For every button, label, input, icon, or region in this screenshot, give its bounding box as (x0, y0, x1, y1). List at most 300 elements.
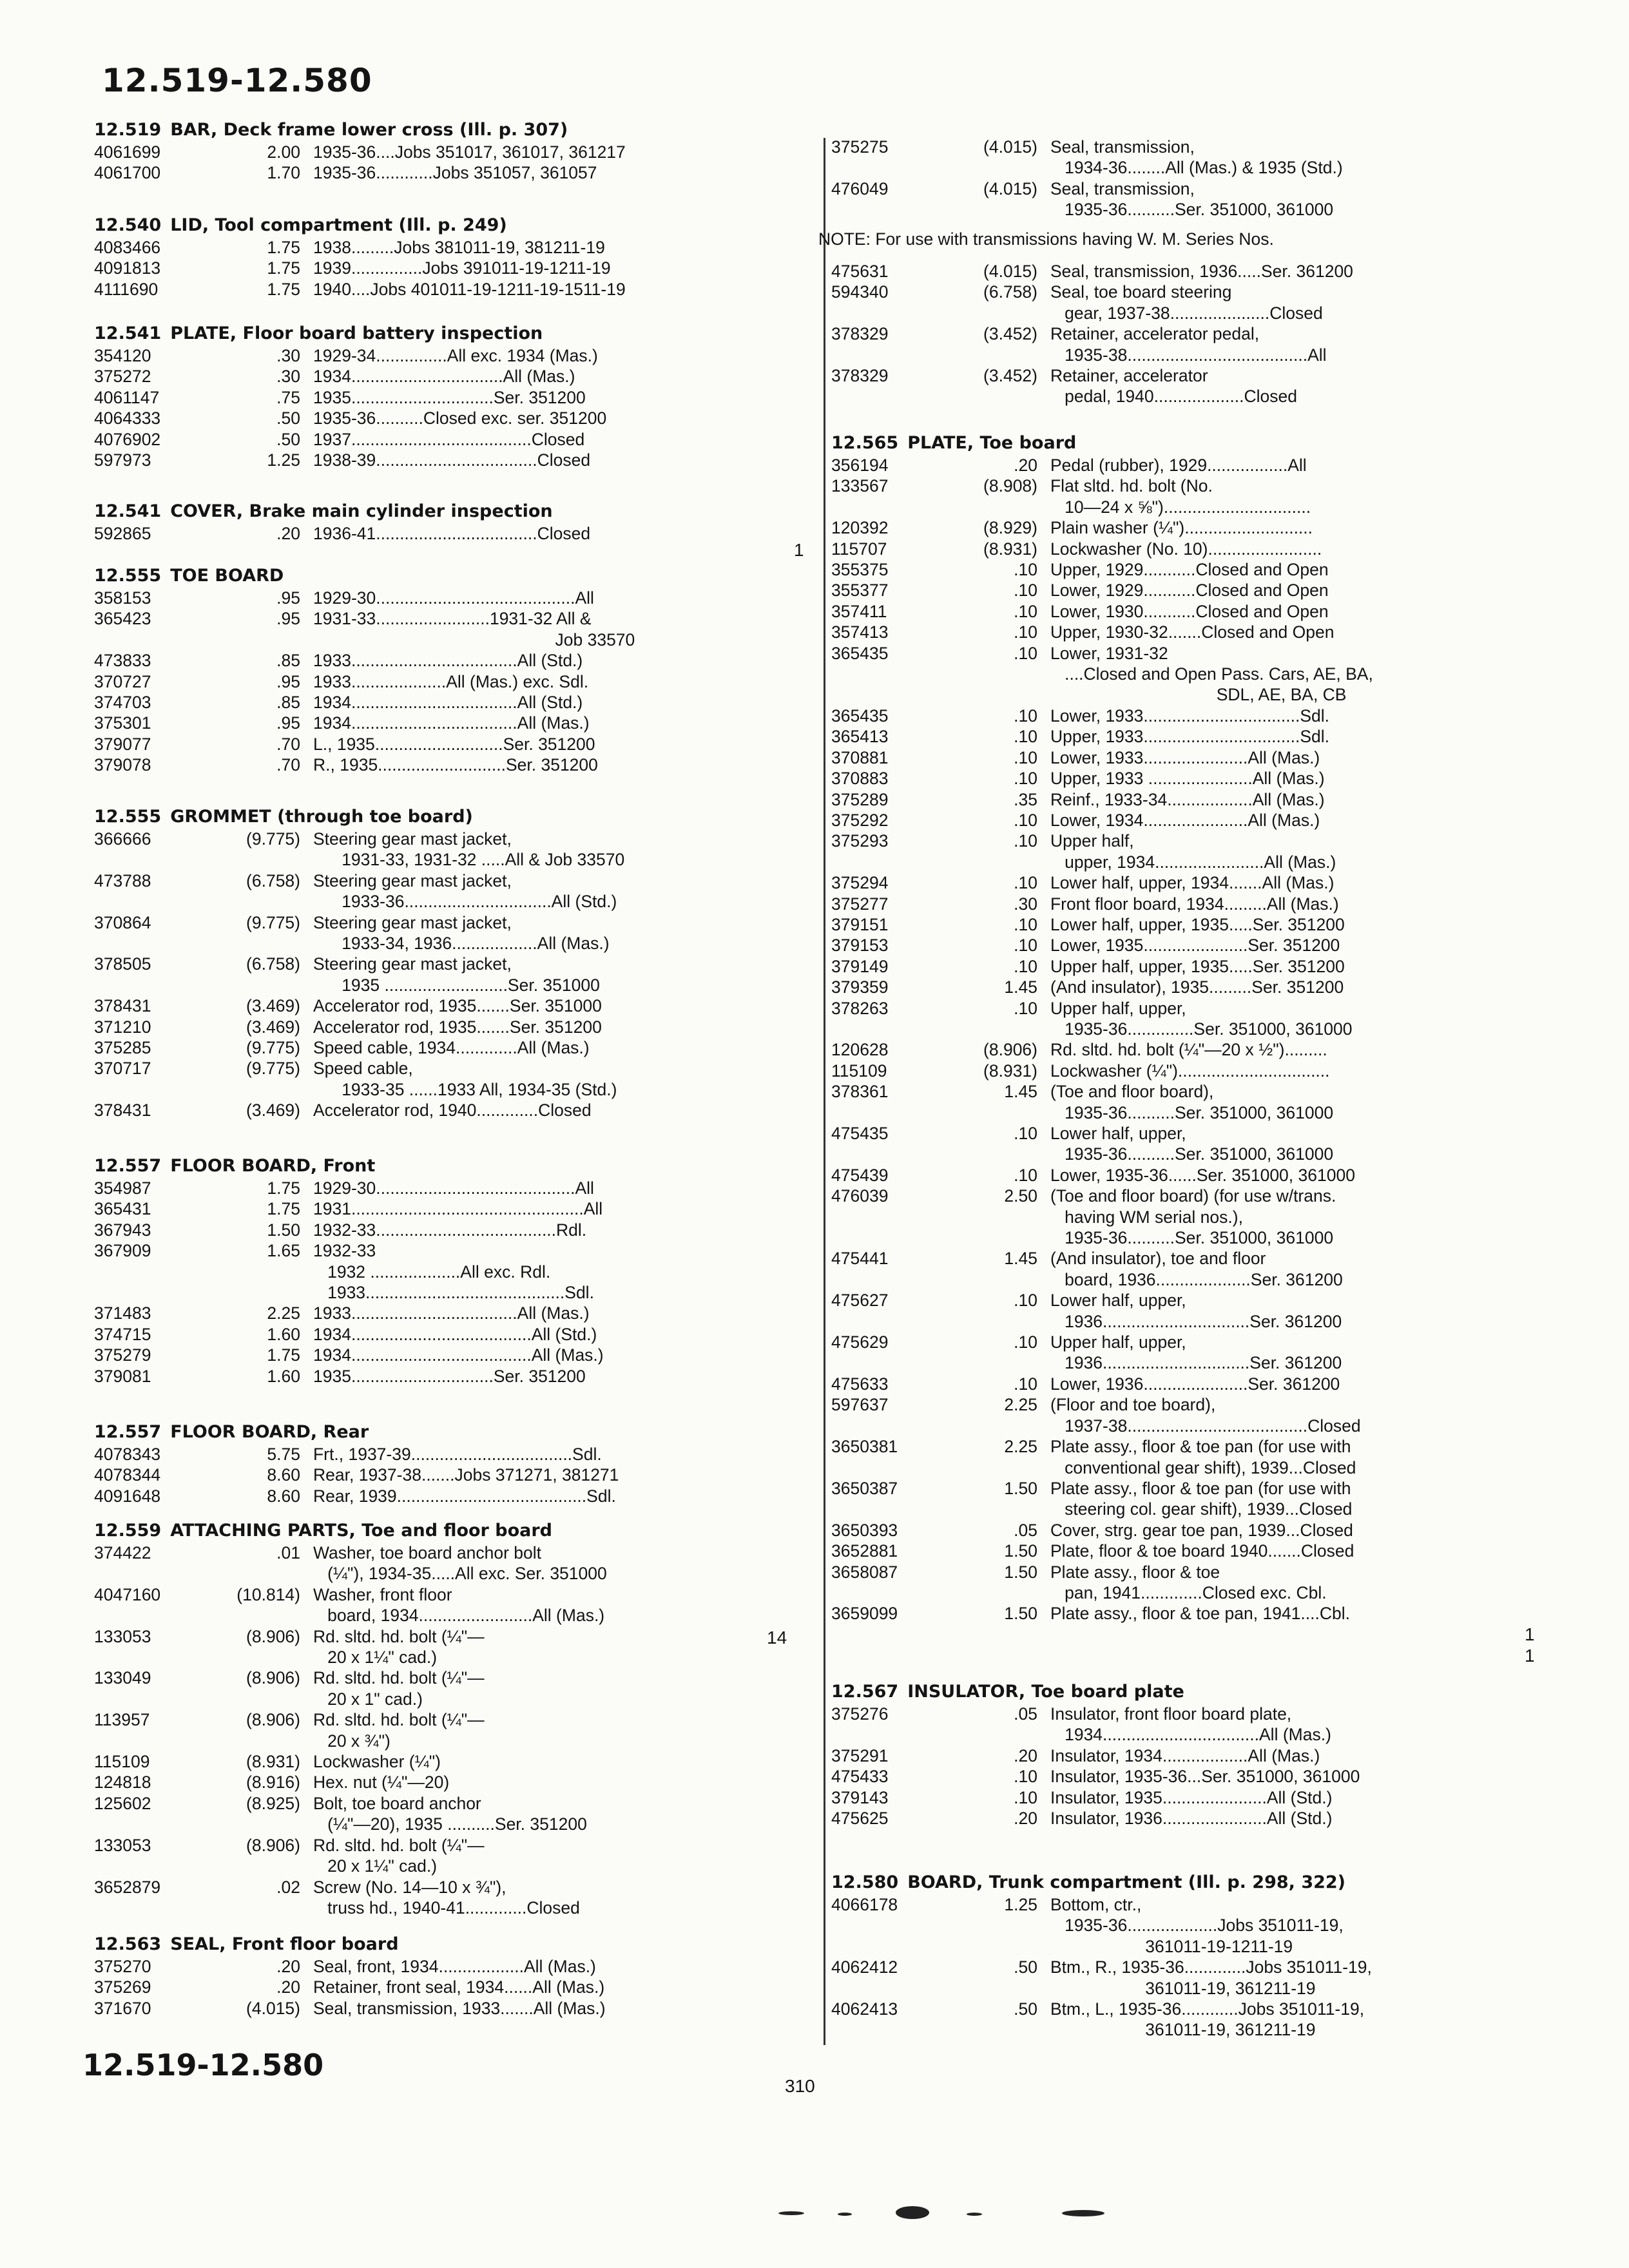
price: 2.00 (267, 142, 300, 162)
description: Retainer, accelerator pedal, 1935-38......................................All (1050, 324, 1327, 365)
section-title (94, 1933, 745, 1956)
description: Upper half, upper, 1935-36..............Ser. 351000, 361000 (1050, 998, 1353, 1039)
parts-row (831, 580, 1482, 601)
description: L., 1935...........................Ser. 351200 (313, 734, 595, 754)
price: .10 (1014, 1124, 1037, 1143)
parts-row (94, 366, 745, 387)
description: 1931-33........................1931-32 All & Job 33570 (313, 609, 635, 649)
price: .10 (1014, 1787, 1037, 1807)
section-number: 12.555 (94, 807, 162, 827)
price: 1.75 (267, 258, 300, 278)
price: 1.50 (1004, 1604, 1037, 1624)
description: (Floor and toe board), 1937-38......................................Closed (1050, 1395, 1361, 1436)
price: 2.25 (1004, 1437, 1037, 1457)
description: 1934......................................All (Std.) (313, 1324, 597, 1344)
description: Accelerator rod, 1935.......Ser. 351000 (313, 996, 602, 1016)
description: Plate assy., floor & toe pan (for use with steering col. gear shift), 1939...Closed (1050, 1478, 1353, 1519)
section-title (94, 500, 745, 523)
parts-row (831, 1290, 1482, 1332)
description: 1934...................................All (Mas.) (313, 713, 590, 733)
part-number: 3652879 (94, 1877, 161, 1897)
part-number: 133049 (94, 1668, 151, 1688)
price: .10 (1014, 914, 1037, 934)
description: Rd. sltd. hd. bolt (¼"— 20 x 1¼" cad.) (313, 1626, 485, 1667)
description: Steering gear mast jacket, 1935 ..........................Ser. 351000 (313, 954, 600, 995)
description: Upper half, upper, 1935.....Ser. 351200 (1050, 956, 1345, 976)
price: 5.75 (267, 1445, 300, 1464)
section-title (94, 1155, 745, 1178)
section-title (94, 1421, 745, 1444)
part-number: 475433 (831, 1767, 889, 1787)
parts-row (94, 279, 745, 300)
section-title (94, 119, 745, 142)
part-number: 365435 (831, 706, 889, 726)
price: 1.60 (267, 1324, 300, 1344)
parts-row (94, 1178, 745, 1198)
price: (6.758) (983, 282, 1037, 302)
parts-row (831, 1394, 1482, 1436)
price: .10 (1014, 622, 1037, 642)
description: Bottom, ctr., 1935-36...................Jobs 351011-19, 361011-19-1211-19 (1050, 1895, 1344, 1956)
parts-row (831, 622, 1482, 642)
section-title (94, 214, 745, 237)
parts-row (831, 1520, 1482, 1541)
part-number: 113957 (94, 1710, 150, 1730)
part-number: 366666 (94, 829, 151, 849)
section-heading: FLOOR BOARD, Front (170, 1156, 376, 1176)
parts-row (831, 1787, 1482, 1808)
catalog-section (94, 1155, 745, 1387)
parts-row (831, 539, 1482, 559)
price: (8.906) (246, 1835, 300, 1855)
part-number: 357413 (831, 622, 889, 642)
part-number: 597637 (831, 1395, 889, 1415)
description: Seal, transmission, 1934-36........All (Mas.) & 1935 (Std.) (1050, 137, 1343, 178)
part-number: 379078 (94, 755, 151, 775)
description: Lower half, upper, 1936...............................Ser. 361200 (1050, 1291, 1342, 1331)
part-number: 3658087 (831, 1562, 898, 1582)
parts-row (94, 387, 745, 408)
part-number: 4061700 (94, 163, 161, 183)
price: (8.906) (246, 1626, 300, 1646)
parts-row (831, 894, 1482, 914)
parts-row (831, 1603, 1482, 1624)
description: Rd. sltd. hd. bolt (¼"— 20 x 1" cad.) (313, 1668, 485, 1709)
price: .30 (276, 346, 300, 365)
price: .75 (276, 387, 300, 407)
price: (8.931) (983, 539, 1037, 559)
price: 1.50 (1004, 1541, 1037, 1561)
parts-row (831, 1562, 1482, 1604)
description: Retainer, front seal, 1934......All (Mas.) (313, 1977, 605, 1997)
price: .50 (1014, 1999, 1037, 2019)
description: Upper, 1930-32.......Closed and Open (1050, 622, 1335, 642)
part-number: 125602 (94, 1793, 151, 1813)
price: 2.25 (1004, 1395, 1037, 1415)
description: Insulator, front floor board plate, 1934.................................All (Mas.) (1050, 1704, 1331, 1745)
part-number: 379143 (831, 1787, 889, 1807)
description: Lower half, upper, 1935.....Ser. 351200 (1050, 914, 1345, 934)
description: Rear, 1939........................................Sdl. (313, 1486, 616, 1506)
part-number: 4078344 (94, 1465, 161, 1485)
parts-row (94, 1998, 745, 2019)
parts-row (94, 912, 745, 954)
price: (3.469) (246, 1017, 300, 1037)
parts-row (94, 1444, 745, 1465)
parts-row (831, 1081, 1482, 1123)
description: Steering gear mast jacket, 1933-36...............................All (Std.) (313, 870, 617, 912)
price: 2.50 (1004, 1186, 1037, 1206)
description: 1933...................................All (Std.) (313, 651, 583, 671)
price: .70 (276, 755, 300, 775)
parts-row (831, 178, 1482, 220)
parts-row (94, 408, 745, 428)
price: (8.931) (246, 1752, 300, 1772)
part-number: 475439 (831, 1165, 889, 1185)
part-number: 375276 (831, 1704, 889, 1724)
price: .30 (276, 367, 300, 387)
description: Lower, 1936......................Ser. 361200 (1050, 1374, 1340, 1394)
description: 1938-39..................................Closed (313, 450, 591, 470)
description: Btm., R., 1935-36.............Jobs 351011-19, 361011-19, 361211-19 (1050, 1957, 1372, 1998)
description: Rd. sltd. hd. bolt (¼"— 20 x ¾") (313, 1710, 485, 1751)
price: .10 (1014, 643, 1037, 663)
part-number: 475435 (831, 1124, 889, 1143)
description: Rear, 1937-38.......Jobs 371271, 381271 (313, 1465, 619, 1485)
price: .10 (1014, 810, 1037, 830)
parts-row (831, 1123, 1482, 1165)
catalog-section (94, 1519, 745, 1918)
parts-row (94, 258, 745, 278)
part-number: 375289 (831, 789, 889, 809)
section-number: 12.519 (94, 120, 162, 140)
section-title (94, 1519, 745, 1542)
part-number: 133053 (94, 1626, 151, 1646)
description: Bolt, toe board anchor (¼"—20), 1935 ..........Ser. 351200 (313, 1793, 587, 1834)
section-number: 12.541 (94, 501, 162, 521)
description: Lower half, upper, 1935-36..........Ser. 351000, 361000 (1050, 1124, 1334, 1164)
catalog-section (94, 214, 745, 300)
parts-row (831, 1478, 1482, 1520)
price: .05 (1014, 1704, 1037, 1724)
parts-row (831, 323, 1482, 365)
parts-row (831, 643, 1482, 706)
parts-row (831, 1894, 1482, 1957)
part-number: 4066178 (831, 1895, 898, 1914)
price: .10 (1014, 956, 1037, 976)
price: (8.906) (246, 1710, 300, 1730)
continued-rows (831, 261, 1482, 407)
part-number: 4083466 (94, 238, 161, 257)
catalog-section (94, 564, 745, 776)
parts-row (831, 261, 1482, 282)
margin-mark: 14 (767, 1628, 787, 1648)
price: 1.75 (267, 279, 300, 299)
margin-mark: 1 (1525, 1646, 1535, 1666)
parts-row (94, 345, 745, 366)
price: (8.916) (246, 1773, 300, 1792)
description: Flat sltd. hd. bolt (No. 10—24 x ⅝")............................... (1050, 476, 1311, 517)
part-number: 378263 (831, 998, 889, 1018)
description: Lockwasher (¼") (313, 1752, 441, 1772)
parts-row (94, 1037, 745, 1058)
parts-row (831, 476, 1482, 517)
price: .10 (1014, 727, 1037, 747)
page-header: 12.519-12.580 (102, 62, 372, 99)
part-number: 3650381 (831, 1437, 898, 1457)
parts-row (94, 429, 745, 450)
price: (8.906) (246, 1668, 300, 1688)
price: .10 (1014, 1374, 1037, 1394)
catalog-section (94, 1421, 745, 1506)
part-number: 4062413 (831, 1999, 898, 2019)
parts-row (831, 789, 1482, 810)
description: Cover, strg. gear toe pan, 1939...Closed (1050, 1520, 1353, 1540)
note-text: NOTE: For use with transmissions having W. M. Series Nos. (818, 229, 1274, 249)
parts-row (831, 706, 1482, 726)
parts-row (94, 995, 745, 1016)
price: .10 (1014, 998, 1037, 1018)
part-number: 4064333 (94, 408, 161, 428)
section-title (831, 1680, 1482, 1704)
parts-row (94, 829, 745, 870)
parts-row (831, 1186, 1482, 1248)
price: .10 (1014, 601, 1037, 621)
part-number: 375285 (94, 1038, 151, 1058)
catalog-section (94, 119, 745, 184)
section-heading: ATTACHING PARTS, Toe and floor board (170, 1521, 553, 1541)
parts-row (831, 601, 1482, 622)
parts-row (94, 1584, 745, 1626)
price: 1.45 (1004, 1082, 1037, 1102)
description: Insulator, 1935......................All (Std.) (1050, 1787, 1333, 1807)
description: Plate assy., floor & toe pan, 1941.............Closed exc. Cbl. (1050, 1562, 1327, 1602)
part-number: 371483 (94, 1303, 151, 1323)
description: Lockwasher (No. 10)........................ (1050, 539, 1322, 559)
part-number: 367909 (94, 1241, 151, 1261)
part-number: 354120 (94, 346, 151, 365)
parts-row (94, 692, 745, 713)
part-number: 133567 (831, 476, 889, 496)
section-heading: FLOOR BOARD, Rear (170, 1422, 369, 1442)
price: 1.75 (267, 1178, 300, 1198)
catalog-section (94, 805, 745, 1121)
price: .10 (1014, 706, 1037, 726)
price: .95 (276, 671, 300, 691)
part-number: 370717 (94, 1059, 151, 1079)
price: 1.45 (1004, 1249, 1037, 1269)
parts-row (831, 726, 1482, 747)
price: .05 (1014, 1520, 1037, 1540)
price: (9.775) (246, 912, 300, 932)
section-title (94, 805, 745, 829)
price: 2.25 (267, 1303, 300, 1323)
price: (8.931) (983, 1061, 1037, 1081)
description: (And insulator), 1935.........Ser. 351200 (1050, 977, 1344, 997)
price: .95 (276, 588, 300, 608)
parts-row (831, 872, 1482, 893)
price: .95 (276, 609, 300, 629)
part-number: 375270 (94, 1957, 151, 1976)
parts-row (94, 1345, 745, 1365)
margin-mark: 1 (1525, 1624, 1535, 1644)
description: Plain washer (¼")........................... (1050, 518, 1313, 538)
section-number: 12.567 (831, 1682, 899, 1702)
description: Seal, transmission, 1936.....Ser. 361200 (1050, 262, 1353, 281)
parts-row (831, 1248, 1482, 1290)
catalog-section (831, 432, 1482, 1624)
parts-row (94, 1793, 745, 1835)
price: (4.015) (246, 1998, 300, 2018)
parts-row (94, 142, 745, 162)
price: .10 (1014, 1165, 1037, 1185)
part-number: 379359 (831, 977, 889, 997)
section-title (831, 432, 1482, 455)
part-number: 374703 (94, 693, 151, 713)
section-heading: GROMMET (through toe board) (170, 807, 473, 827)
section-heading: BAR, Deck frame lower cross (Ill. p. 307) (170, 120, 568, 140)
section-heading: INSULATOR, Toe board plate (907, 1682, 1184, 1702)
price: (3.469) (246, 996, 300, 1016)
price: 1.50 (267, 1220, 300, 1240)
description: 1934...................................All (Std.) (313, 693, 583, 713)
parts-row (831, 1808, 1482, 1829)
description: Reinf., 1933-34..................All (Mas.) (1050, 789, 1325, 809)
part-number: 365435 (831, 643, 889, 663)
scan-smudge (778, 2211, 804, 2215)
part-number: 4076902 (94, 429, 161, 449)
price: (4.015) (983, 178, 1037, 198)
parts-row (94, 713, 745, 733)
description: (Toe and floor board) (for use w/trans. having WM serial nos.), 1935-36..........Ser. 351000, 361000 (1050, 1186, 1336, 1248)
parts-row (831, 1745, 1482, 1766)
parts-row (831, 559, 1482, 580)
parts-row (94, 237, 745, 258)
part-number: 3650387 (831, 1478, 898, 1498)
section-title (94, 564, 745, 588)
parts-row (831, 517, 1482, 538)
parts-row (94, 162, 745, 183)
parts-row (94, 754, 745, 775)
part-number: 4062412 (831, 1957, 898, 1977)
parts-row (831, 455, 1482, 476)
price: 1.75 (267, 1199, 300, 1219)
part-number: 3652881 (831, 1541, 898, 1561)
description: Frt., 1937-39..................................Sdl. (313, 1445, 602, 1464)
part-number: 378431 (94, 996, 151, 1016)
parts-row (831, 282, 1482, 323)
description: 1937......................................Closed (313, 429, 585, 449)
description: 1936-41..................................Closed (313, 524, 591, 543)
price: 1.45 (1004, 977, 1037, 997)
parts-row (831, 1039, 1482, 1060)
parts-row (831, 935, 1482, 956)
part-number: 354987 (94, 1178, 151, 1198)
description: Steering gear mast jacket, 1933-34, 1936..................All (Mas.) (313, 912, 610, 954)
description: 1929-30..........................................All (313, 1178, 594, 1198)
description: Btm., L., 1935-36............Jobs 351011-19, 361011-19, 361211-19 (1050, 1999, 1365, 2040)
part-number: 3659099 (831, 1604, 898, 1624)
part-number: 475629 (831, 1332, 889, 1352)
description: 1934................................All (Mas.) (313, 367, 575, 387)
continued-rows (831, 137, 1482, 220)
description: Insulator, 1934..................All (Mas.) (1050, 1745, 1320, 1765)
part-number: 4091813 (94, 258, 161, 278)
parts-row (94, 1751, 745, 1772)
price: (9.775) (246, 1038, 300, 1058)
price: .85 (276, 651, 300, 671)
price: (8.925) (246, 1793, 300, 1813)
description: Speed cable, 1934.............All (Mas.) (313, 1038, 590, 1058)
price: 1.25 (267, 450, 300, 470)
parts-row (831, 831, 1482, 872)
description: Front floor board, 1934.........All (Mas.) (1050, 894, 1339, 914)
price: (8.906) (983, 1040, 1037, 1060)
description: Speed cable, 1933-35 ......1933 All, 1934-35 (Std.) (313, 1059, 617, 1099)
description: Lower, 1934......................All (Mas.) (1050, 810, 1320, 830)
part-number: 592865 (94, 524, 151, 543)
part-number: 4078343 (94, 1445, 161, 1464)
description: Upper, 1933 ......................All (Mas.) (1050, 769, 1325, 789)
part-number: 370883 (831, 769, 889, 789)
section-heading: PLATE, Floor board battery inspection (170, 323, 543, 343)
part-number: 594340 (831, 282, 889, 302)
description: 1935..............................Ser. 351200 (313, 1366, 586, 1386)
price: .35 (1014, 789, 1037, 809)
parts-row (94, 1100, 745, 1120)
part-number: 475441 (831, 1249, 889, 1269)
parts-row (94, 650, 745, 671)
scan-smudge (896, 2206, 929, 2219)
part-number: 120628 (831, 1040, 889, 1060)
part-number: 379077 (94, 734, 151, 754)
description: 1929-34...............All exc. 1934 (Mas.) (313, 346, 598, 365)
part-number: 370727 (94, 671, 151, 691)
description: 1932-33......................................Rdl. (313, 1220, 587, 1240)
parts-row (94, 1303, 745, 1323)
parts-row (831, 137, 1482, 178)
description: Steering gear mast jacket, 1931-33, 1931-32 .....All & Job 33570 (313, 829, 625, 870)
part-number: 475631 (831, 262, 889, 281)
section-number: 12.555 (94, 566, 162, 586)
description: Upper half, upper, 1936...............................Ser. 361200 (1050, 1332, 1342, 1373)
parts-row (94, 523, 745, 544)
parts-row (831, 1165, 1482, 1186)
description: Plate assy., floor & toe pan (for use with conventional gear shift), 1939...Closed (1050, 1437, 1356, 1477)
description: 1935-36....Jobs 351017, 361017, 361217 (313, 142, 626, 162)
description: Rd. sltd. hd. bolt (¼"— 20 x 1¼" cad.) (313, 1835, 485, 1876)
parts-row (94, 1709, 745, 1751)
parts-row (94, 1486, 745, 1506)
part-number: 4111690 (94, 279, 159, 299)
part-number: 375275 (831, 137, 889, 157)
price: 1.75 (267, 1345, 300, 1365)
part-number: 374715 (94, 1324, 151, 1344)
description: Seal, front, 1934..................All (Mas.) (313, 1957, 596, 1976)
part-number: 4061699 (94, 142, 161, 162)
part-number: 4047160 (94, 1584, 161, 1604)
description: Hex. nut (¼"—20) (313, 1773, 450, 1792)
description: Pedal (rubber), 1929.................All (1050, 456, 1307, 475)
catalog-section (94, 322, 745, 470)
section-heading: TOE BOARD (170, 566, 284, 586)
catalog-section (831, 1871, 1482, 2041)
price: 1.25 (1004, 1895, 1037, 1914)
price: 1.75 (267, 238, 300, 257)
description: 1940....Jobs 401011-19-1211-19-1511-19 (313, 279, 626, 299)
parts-row (94, 1198, 745, 1219)
price: .10 (1014, 1291, 1037, 1311)
